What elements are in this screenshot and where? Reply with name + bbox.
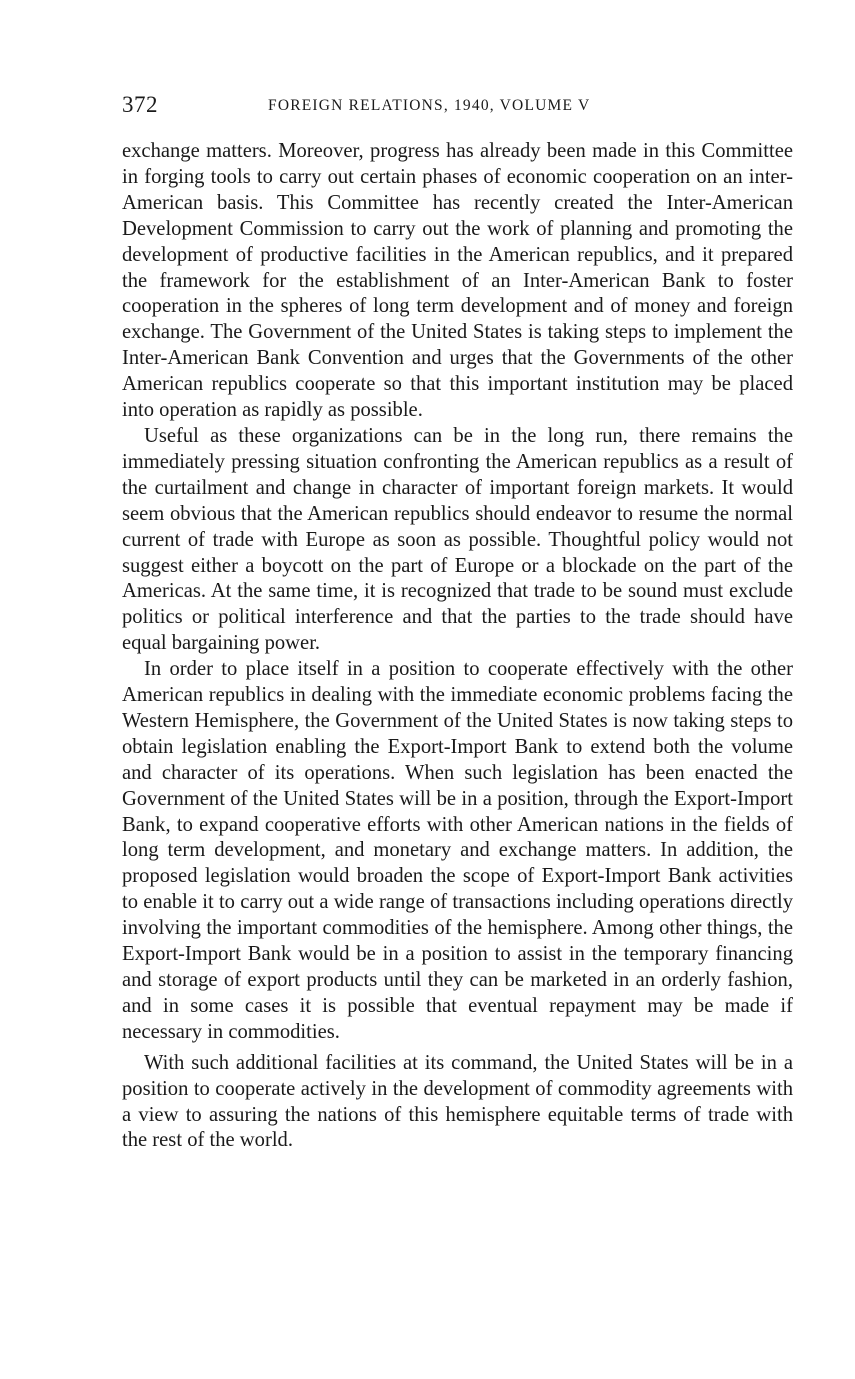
paragraph-continued: exchange matters. Moreover, progress has already been made in this Committee in forging tools to carry out certain phases of economic cooperation on an inter-American basis. This Committee has recently created the Inter-American Development Commission to carry out the work of planning and promoting the development of productive facilities in the American republics, and it prepared the framework for the establishment of an Inter-American Bank to foster cooperation in the spheres of long term development and of money and foreign exchange. The Government of the United States is taking steps to implement the Inter-American Bank Convention and urges that the Governments of the other American republics cooperate so that this important institution may be placed into operation as rapidly as possible. xyxy=(122,140,793,422)
running-head: FOREIGN RELATIONS, 1940, VOLUME V xyxy=(268,97,591,114)
paragraph-commodity-agreements: With such additional facilities at its command, the United States will be in a position to cooperate actively in the development of commodity agreements with a view to assuring the nations of this hemisphere equitable terms of trade with the rest of the world. xyxy=(122,1051,793,1152)
page-header xyxy=(122,92,792,122)
paragraph-organizations: Useful as these organizations can be in the long run, there remains the immediately pressing situation confronting the American republics as a result of the curtailment and change in character of important foreign markets. It would seem obvious that the American republics should endeavor to resume the normal current of trade with Europe as soon as possible. Thoughtful policy would not suggest either a boycott on the part of Europe or a blockade on the part of the Americas. At the same time, it is recognized that trade to be sound must exclude politics or political interference and that the parties to the trade should have equal bargaining power. xyxy=(122,424,793,655)
body-text xyxy=(122,139,793,1154)
page-number: 372 xyxy=(122,92,158,117)
paragraph-export-import-bank: In order to place itself in a position to cooperate effectively with the other American republics in dealing with the immediate economic problems facing the Western Hemisphere, the Government of the United States is now taking steps to obtain legislation enabling the Export-Import Bank to extend both the volume and character of its operations. When such legislation has been enacted the Government of the United States will be in a position, through the Export-Import Bank, to expand cooperative efforts with other American nations in the fields of long term development, and monetary and exchange matters. In addition, the proposed legislation would broaden the scope of Export-Import Bank activities to enable it to carry out a wide range of transactions including operations directly involving the important commodities of the hemisphere. Among other things, the Export-Import Bank would be in a position to assist in the temporary financing and storage of export products until they can be marketed in an orderly fashion, and in some cases it is possible that eventual repayment may be made if necessary in commodities. xyxy=(122,658,793,1043)
